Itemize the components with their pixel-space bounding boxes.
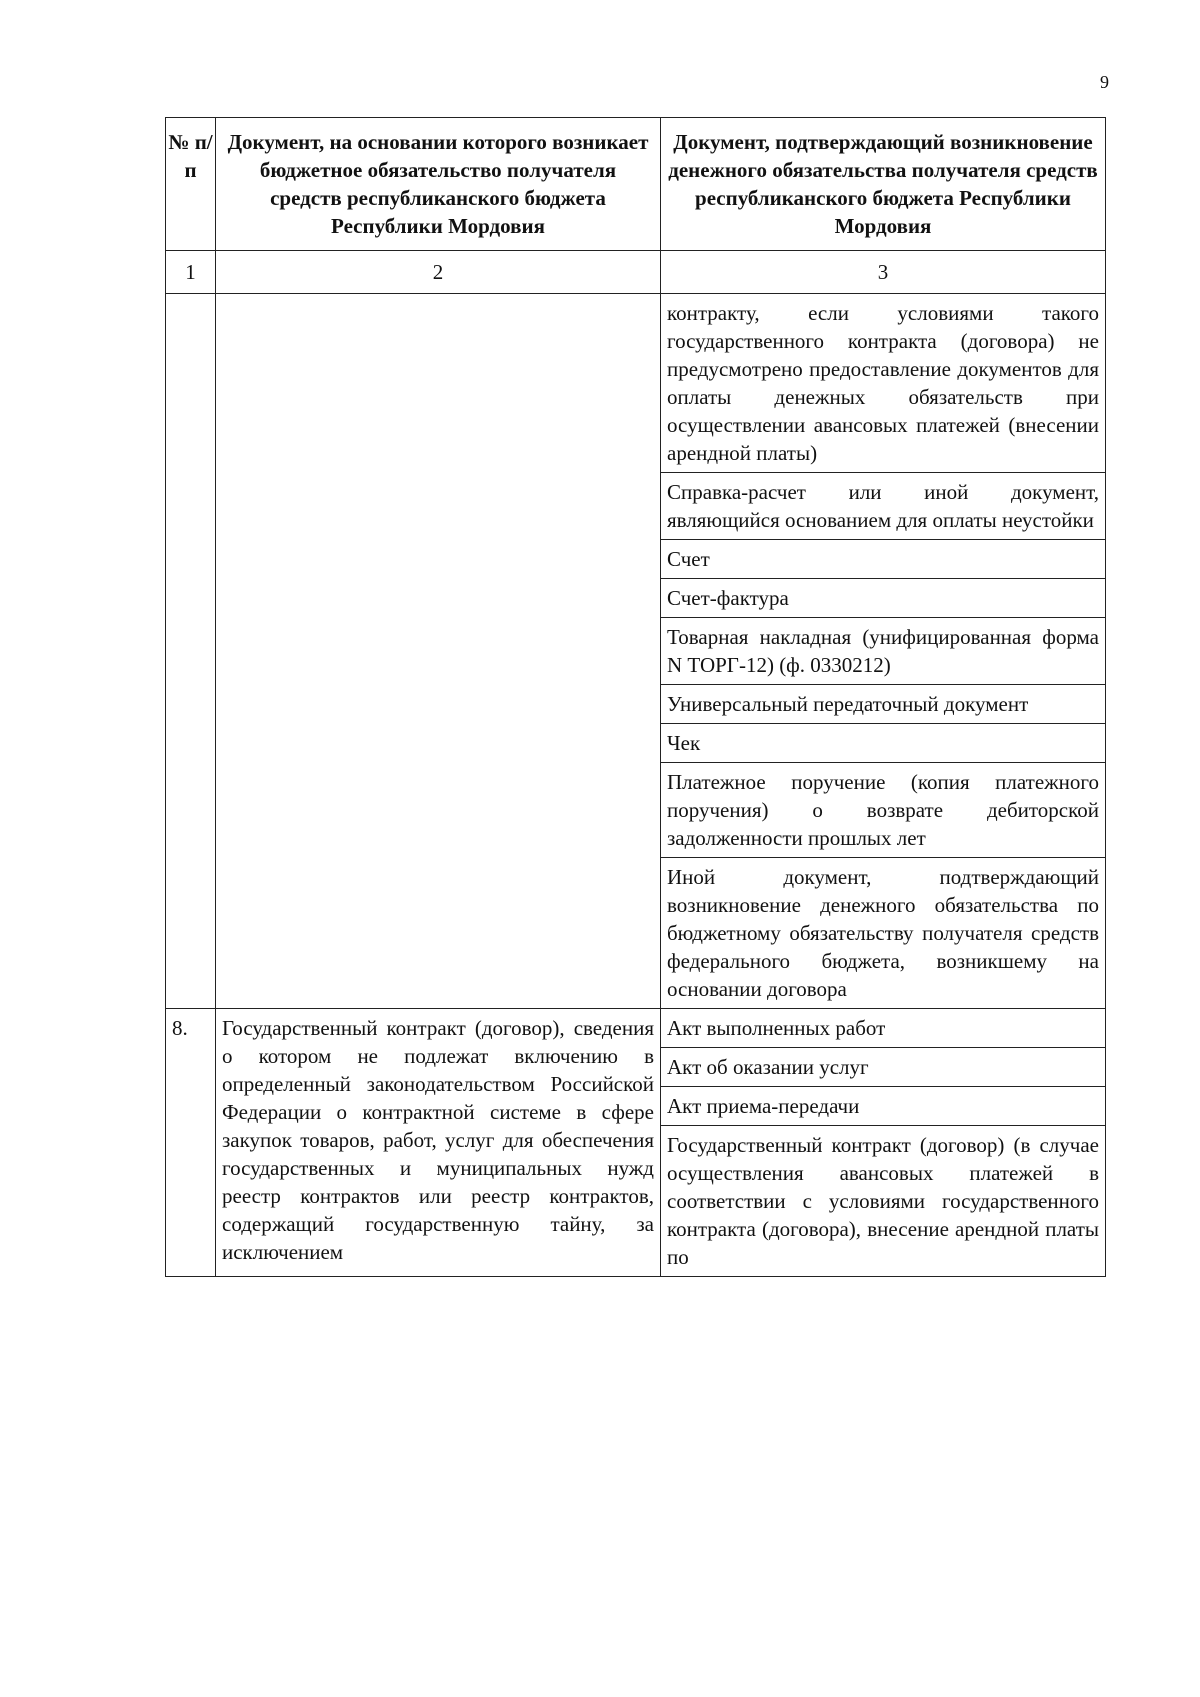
- column-number-3: 3: [661, 251, 1106, 294]
- table-header-row: [166, 118, 1106, 251]
- header-confirming-document: Документ, подтверждающий возникновение денежного обязательства получателя средств республиканского бюджета Республики Мордовия: [661, 118, 1106, 251]
- header-number: № п/п: [166, 118, 216, 251]
- row8-number: 8.: [166, 1009, 216, 1277]
- column-number-1: 1: [166, 251, 216, 294]
- header-basis-document: Документ, на основании которого возникает бюджетное обязательство получателя средств республиканского бюджета Республики Мордовия: [216, 118, 661, 251]
- list-item: Иной документ, подтверждающий возникновение денежного обязательства по бюджетному обязательству получателя средств федерального бюджета, возникшему на основании договора: [661, 858, 1106, 1009]
- table-row: [166, 294, 1106, 473]
- list-item: Государственный контракт (договор) (в случае осуществления авансовых платежей в соответствии с условиями государственного контракта (договора), внесение арендной платы по: [661, 1126, 1106, 1277]
- list-item: Акт приема-передачи: [661, 1087, 1106, 1126]
- list-item: Счет: [661, 540, 1106, 579]
- list-item: Акт выполненных работ: [661, 1009, 1106, 1048]
- table-row: [166, 1009, 1106, 1048]
- list-item: Чек: [661, 724, 1106, 763]
- list-item: Счет-фактура: [661, 579, 1106, 618]
- list-item: Универсальный передаточный документ: [661, 685, 1106, 724]
- documents-table: [165, 117, 1106, 1277]
- list-item: Товарная накладная (унифицированная форма N ТОРГ-12) (ф. 0330212): [661, 618, 1106, 685]
- continuation-number-cell: [166, 294, 216, 1009]
- row8-basis-document: Государственный контракт (договор), сведения о котором не подлежат включению в определенный законодательством Российской Федерации о контрактной системе в сфере закупок товаров, работ, услуг для обеспечения государственных и муниципальных нужд реестр контрактов или реестр контрактов, содержащий государственную тайну, за исключением: [216, 1009, 661, 1277]
- list-item: контракту, если условиями такого государственного контракта (договора) не предусмотрено предоставление документов для оплаты денежных обязательств при осуществлении авансовых платежей (внесении арендной платы): [661, 294, 1106, 473]
- list-item: Акт об оказании услуг: [661, 1048, 1106, 1087]
- column-number-2: 2: [216, 251, 661, 294]
- page-number: 9: [1100, 72, 1109, 92]
- column-numbers-row: [166, 251, 1106, 294]
- continuation-basis-cell: [216, 294, 661, 1009]
- list-item: Платежное поручение (копия платежного поручения) о возврате дебиторской задолженности прошлых лет: [661, 763, 1106, 858]
- list-item: Справка-расчет или иной документ, являющийся основанием для оплаты неустойки: [661, 473, 1106, 540]
